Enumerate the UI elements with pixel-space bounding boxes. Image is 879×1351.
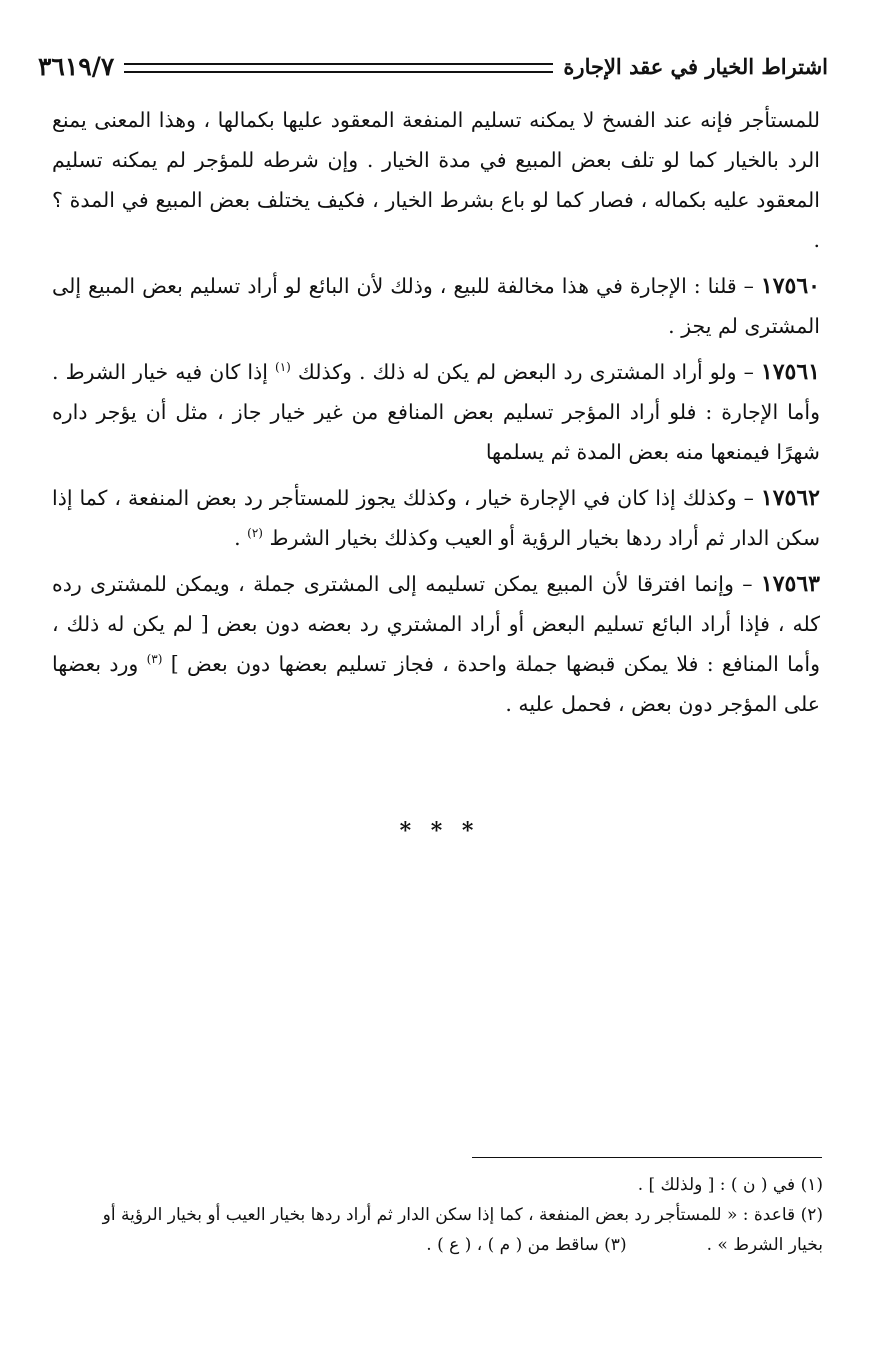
footnote-1: (١) في ( ن ) : [ ولذلك ] . — [637, 1175, 823, 1195]
main-text — [52, 100, 820, 730]
footnote-ref-3[interactable]: (٣) — [146, 652, 163, 667]
footnote-divider — [472, 1157, 822, 1158]
paragraph-number: ١٧٥٦٣ — [760, 571, 820, 597]
paragraph-text: إذا كان فيه خيار الشرط . وأما الإجارة : فلو أراد المؤجر تسليم بعض المنافع من غير خيار جاز ، مثل أن يؤجر داره شهرًا فيمنعها منه بعض المدة ثم يسلمها — [52, 360, 820, 464]
paragraph-text: – وكذلك إذا كان في الإجارة خيار ، وكذلك يجوز للمستأجر رد بعض المنفعة ، كما إذا سكن الدار ثم أراد ردها بخيار الرؤية أو العيب وكذلك بخيار الشرط — [52, 486, 820, 550]
paragraph-text: – وإنما افترقا لأن المبيع يمكن تسليمه إلى المشترى جملة ، ويمكن للمشترى رده كله ، فإذا أراد البائع تسليم البعض أو أراد المشتري رد بعضه دون بعض [ لم يكن له ذلك ، وأما المنافع : فلا يمكن قبضها جملة واحدة ، فجاز تسليم بعضها دون بعض ] — [52, 572, 820, 676]
footnote-row — [48, 1230, 823, 1260]
paragraph-17563 — [52, 564, 820, 724]
page-number: ٣٦١٩/٧ — [38, 51, 115, 81]
footnote-gap — [627, 1230, 707, 1260]
footnote-3: (٣) ساقط من ( م ) ، ( ع ) . — [426, 1235, 627, 1255]
paragraph-text: . — [234, 526, 248, 550]
header-title: اشتراط الخيار في عقد الإجارة — [563, 53, 828, 79]
footnote-ref-1[interactable]: (١) — [275, 360, 291, 375]
section-separator: * * * — [399, 818, 480, 844]
paragraph-17561 — [52, 352, 820, 472]
paragraph-17562 — [52, 478, 820, 558]
paragraph-number: ١٧٥٦١ — [760, 359, 820, 385]
footnote-2-line-1: (٢) قاعدة : « للمستأجر رد بعض المنفعة ، كما إذا سكن الدار ثم أراد ردها بخيار العيب أو بخيار الرؤية أو — [102, 1205, 823, 1225]
footnotes — [48, 1170, 823, 1260]
paragraph-continuation: للمستأجر فإنه عند الفسخ لا يمكنه تسليم المنفعة المعقود عليها بكمالها ، وهذا المعنى يمنع الرد بالخيار كما لو تلف بعض المبيع في مدة الخيار . وإن شرطه للمؤجر لم يمكنه تسليم المعقود عليه بكماله ، فصار كما لو باع بشرط الخيار ، فكيف يختلف بعض المبيع في المدة ؟ . — [52, 108, 820, 252]
paragraph-number: ١٧٥٦٢ — [760, 485, 820, 511]
paragraph-17560 — [52, 266, 820, 346]
running-header — [38, 44, 828, 88]
header-rule — [124, 63, 553, 73]
paragraph-text: ورد بعضها على المؤجر دون بعض ، فحمل عليه . — [52, 652, 820, 716]
paragraph-number: ١٧٥٦٠ — [760, 273, 820, 299]
footnote-2-line-2: بخيار الشرط » . — [706, 1235, 823, 1255]
footnote-ref-2[interactable]: (٢) — [247, 526, 263, 541]
paragraph-text: – ولو أراد المشترى رد البعض لم يكن له ذلك . وكذلك — [290, 360, 761, 384]
paragraph-text: – قلنا : الإجارة في هذا مخالفة للبيع ، وذلك لأن البائع لو أراد تسليم بعض المبيع إلى المشترى لم يجز . — [52, 274, 820, 338]
